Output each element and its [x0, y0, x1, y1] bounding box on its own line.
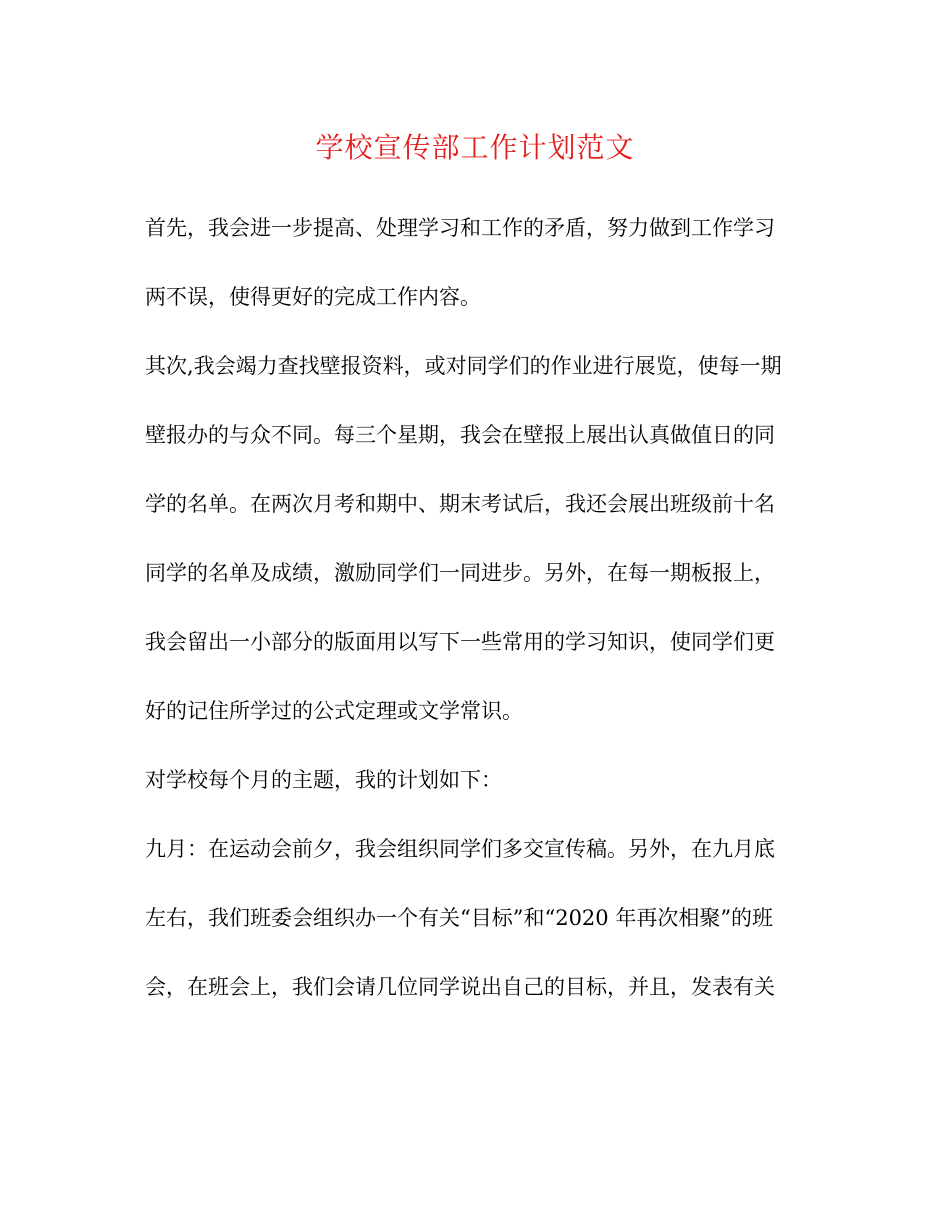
body-line: 对学校每个月的主题，我的计划如下：	[145, 768, 502, 792]
body-line: 我会留出一小部分的版面用以写下一些常用的学习知识，使同学们更	[145, 630, 775, 654]
body-line: 学的名单。在两次月考和期中、期末考试后，我还会展出班级前十名	[145, 492, 775, 516]
body-line: 其次,我会竭力查找壁报资料，或对同学们的作业进行展览，使每一期	[145, 354, 782, 378]
body-line: 同学的名单及成绩，激励同学们一同进步。另外，在每一期板报上，	[145, 561, 775, 585]
body-line: 会，在班会上，我们会请几位同学说出自己的目标，并且，发表有关	[145, 975, 775, 999]
body-line: 壁报办的与众不同。每三个星期，我会在壁报上展出认真做值日的同	[145, 423, 775, 447]
body-line: 左右，我们班委会组织办一个有关“目标”和“2020 年再次相聚”的班	[145, 906, 774, 930]
body-line: 首先，我会进一步提高、处理学习和工作的矛盾，努力做到工作学习	[145, 216, 775, 240]
document-title: 学校宣传部工作计划范文	[315, 131, 635, 164]
document-body	[145, 213, 810, 1041]
body-line: 两不误，使得更好的完成工作内容。	[145, 285, 481, 309]
body-line: 好的记住所学过的公式定理或文学常识。	[145, 699, 523, 723]
body-line: 九月：在运动会前夕，我会组织同学们多交宣传稿。另外，在九月底	[145, 837, 775, 861]
